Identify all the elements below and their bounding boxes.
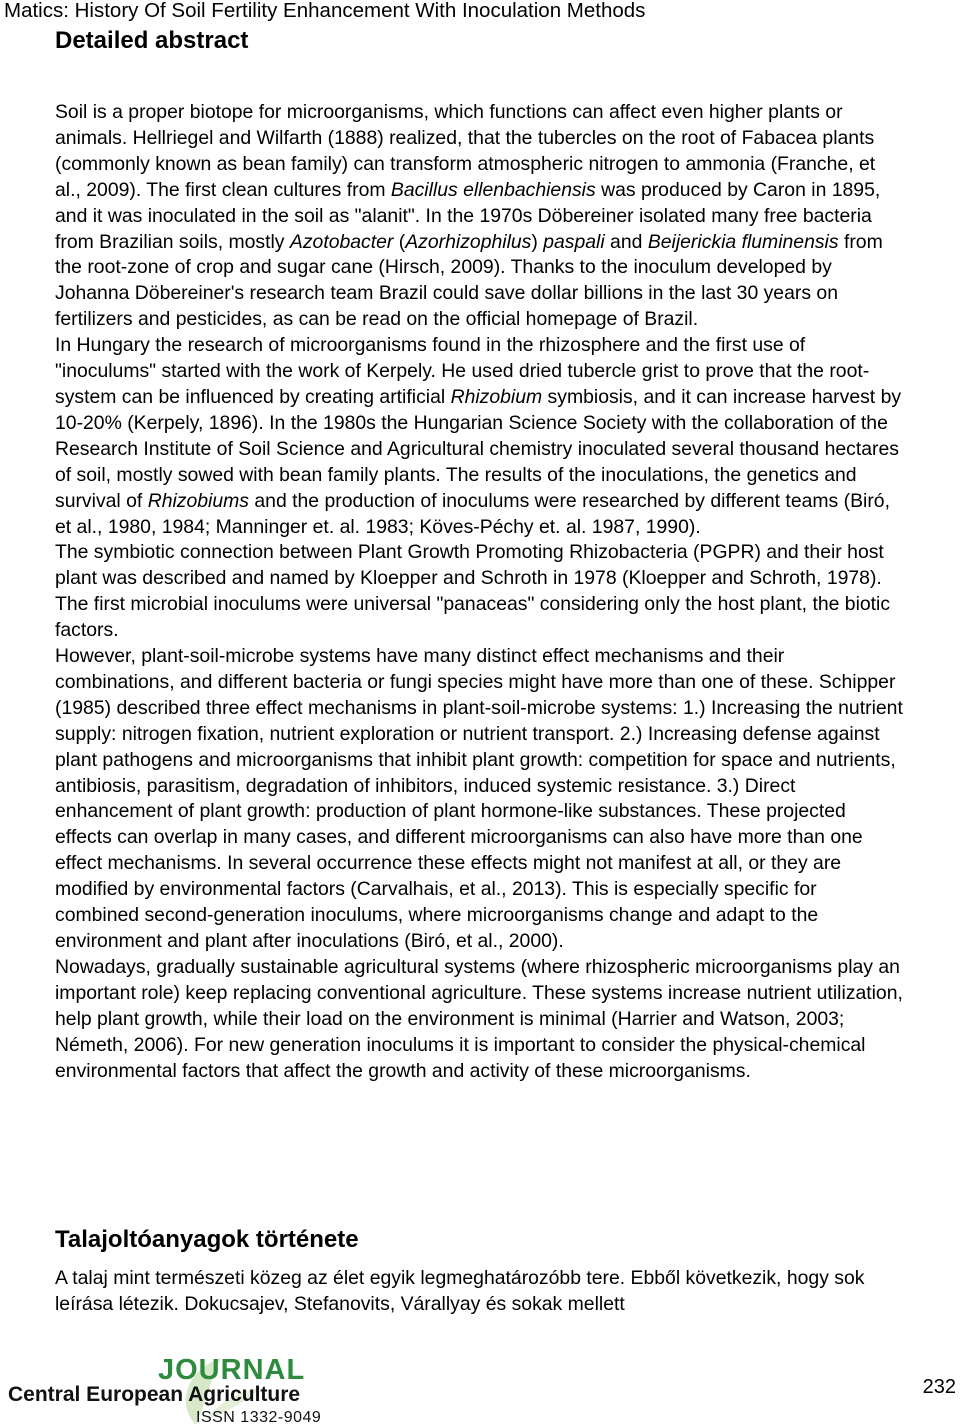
hungarian-paragraph: A talaj mint természeti közeg az élet egyik legmeghatározóbb tere. Ebből következik, hogy sok leírása létezik. Dokucsajev, Stefanovits, Várallyay és sokak mellett — [55, 1267, 865, 1315]
logo-journal-text: JOURNAL — [158, 1354, 306, 1386]
abstract-paragraph: Nowadays, gradually sustainable agricultural systems (where rhizospheric microorganisms play an important role) keep replacing conventional agriculture. These systems increase nutrient utilization, help plant growth, while their load on the environment is minimal (Harrier and Watson, 2003; Németh, 2006). For new generation inoculums it is important to consider the physical-chemical environmental factors that affect the growth and activity of these microorganisms. — [55, 955, 903, 1082]
abstract-paragraph: In Hungary the research of microorganisms found in the rhizosphere and the first use of "inoculums" started with the work of Kerpely. He used dried tubercle grist to prove that the root-system can be influenced by creating artificial Rhizobium symbiosis, and it can increase harvest by 10-20% (Kerpely, 1896). In the 1980s the Hungarian Science Society with the collaboration of the Research Institute of Soil Science and Agricultural chemistry inoculated several thousand hectares of soil, mostly sowed with bean family plants. The results of the inoculations, the genetics and survival of Rhizobiums and the production of inoculums were researched by different teams (Biró, et al., 1980, 1984; Manninger et. al. 1983; Köves-Péchy et. al. 1987, 1990). — [55, 334, 902, 538]
section-title: Detailed abstract — [55, 27, 249, 54]
abstract-paragraph: However, plant-soil-microbe systems have many distinct effect mechanisms and their combinations, and different bacteria or fungi species might have more than one of these. Schipper (1985) described three effect mechanisms in plant-soil-microbe systems: 1.) Increasing the nutrient supply: nitrogen fixation, nutrient exploration or nutrient transport. 2.) Increasing defense against plant pathogens and microorganisms that inhibit plant growth: competition for space and nutrients, antibiosis, parasitism, degradation of inhibitors, induced systemic resistance. 3.) Direct enhancement of plant growth: production of plant hormone-like substances. These projected effects can overlap in many cases, and different microorganisms can also have more than one effect mechanisms. In several occurrence these effects might not manifest at all, or they are modified by environmental factors (Carvalhais, et al., 2013). This is especially specific for combined second-generation inoculums, where microorganisms change and adapt to the environment and plant after inoculations (Biró, et al., 2000). — [55, 645, 903, 952]
abstract-body — [55, 100, 905, 1084]
abstract-paragraph: The symbiotic connection between Plant Growth Promoting Rhizobacteria (PGPR) and their host plant was described and named by Kloepper and Schroth in 1978 (Kloepper and Schroth, 1978). The first microbial inoculums were universal "panaceas" considering only the host plant, the biotic factors. — [55, 541, 891, 642]
hungarian-section-title: Talajoltóanyagok története — [55, 1226, 359, 1253]
hungarian-section-body — [55, 1266, 905, 1318]
journal-logo — [6, 1350, 346, 1425]
running-title: Matics: History Of Soil Fertility Enhancement With Inoculation Methods — [4, 0, 646, 22]
abstract-paragraph: Soil is a proper biotope for microorganisms, which functions can affect even higher plants or animals. Hellriegel and Wilfarth (1888) realized, that the tubercles on the root of Fabacea plants (commonly known as bean family) can transform atmospheric nitrogen to ammonia (Franche, et al., 2009). The first clean cultures from Bacillus ellenbachiensis was produced by Caron in 1895, and it was inoculated in the soil as "alanit". In the 1970s Döbereiner isolated many free bacteria from Brazilian soils, mostly Azotobacter (Azorhizophilus) paspali and Beijerickia fluminensis from the root-zone of crop and sugar cane (Hirsch, 2009). Thanks to the inoculum developed by Johanna Döbereiner's research team Brazil could save dollar billions in the last 30 years on fertilizers and pesticides, as can be read on the official homepage of Brazil. — [55, 101, 883, 331]
logo-subtitle-text: Central European Agriculture — [8, 1383, 301, 1406]
issn-text: ISSN 1332-9049 — [196, 1409, 322, 1425]
page-number: 232 — [922, 1376, 956, 1398]
